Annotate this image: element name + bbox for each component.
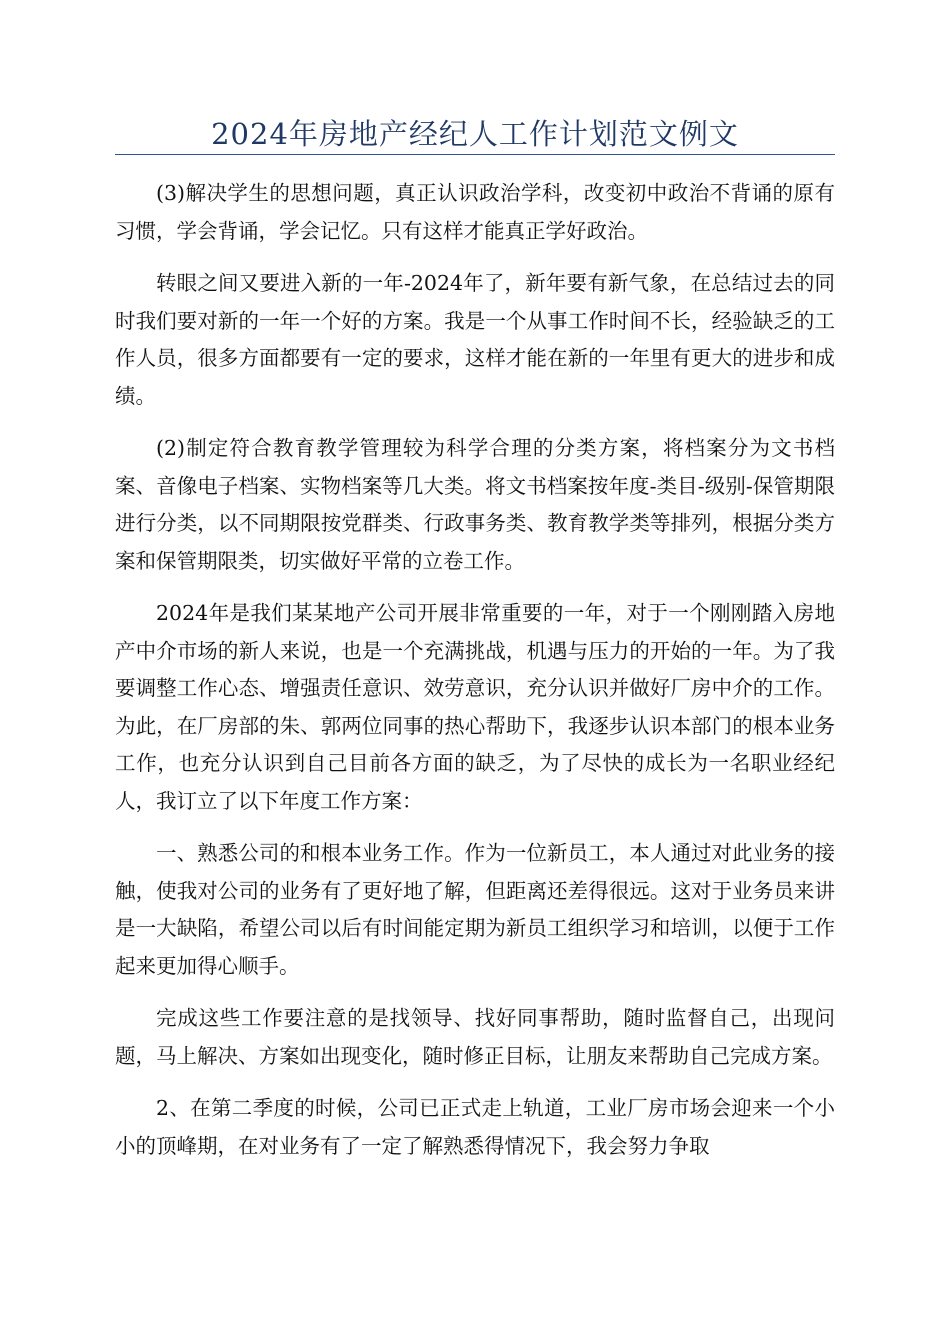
paragraph-7: 2、在第二季度的时候，公司已正式走上轨道，工业厂房市场会迎来一个小小的顶峰期，在对业务有了一定了解熟悉得情况下，我会努力争取 [115, 1096, 835, 1158]
paragraph-6: 完成这些工作要注意的是找领导、找好同事帮助，随时监督自己，出现问题，马上解决、方案如出现变化，随时修正目标，让朋友来帮助自己完成方案。 [115, 1006, 835, 1068]
document-title: 2024年房地产经纪人工作计划范文例文 [211, 117, 739, 151]
title-underline [115, 154, 835, 155]
paragraph-5: 一、熟悉公司的和根本业务工作。作为一位新员工，本人通过对此业务的接触，使我对公司的业务有了更好地了解，但距离还差得很远。这对于业务员来讲是一大缺陷，希望公司以后有时间能定期为新员工组织学习和培训，以便于工作起来更加得心顺手。 [115, 841, 835, 978]
paragraph-2: 转眼之间又要进入新的一年-2024年了，新年要有新气象，在总结过去的同时我们要对新的一年一个好的方案。我是一个从事工作时间不长，经验缺乏的工作人员，很多方面都要有一定的要求，这样才能在新的一年里有更大的进步和成绩。 [115, 271, 835, 408]
document-body [115, 175, 835, 1180]
paragraph-4: 2024年是我们某某地产公司开展非常重要的一年，对于一个刚刚踏入房地产中介市场的新人来说，也是一个充满挑战，机遇与压力的开始的一年。为了我要调整工作心态、增强责任意识、效劳意识，充分认识并做好厂房中介的工作。为此，在厂房部的朱、郭两位同事的热心帮助下，我逐步认识本部门的根本业务工作，也充分认识到自己目前各方面的缺乏，为了尽快的成长为一名职业经纪人，我订立了以下年度工作方案： [115, 601, 835, 813]
paragraph-3: (2)制定符合教育教学管理较为科学合理的分类方案，将档案分为文书档案、音像电子档案、实物档案等几大类。将文书档案按年度-类目-级别-保管期限进行分类，以不同期限按党群类、行政事务类、教育教学类等排列，根据分类方案和保管期限类，切实做好平常的立卷工作。 [115, 436, 835, 573]
paragraph-1: (3)解决学生的思想问题，真正认识政治学科，改变初中政治不背诵的原有习惯，学会背诵，学会记忆。只有这样才能真正学好政治。 [115, 181, 835, 243]
